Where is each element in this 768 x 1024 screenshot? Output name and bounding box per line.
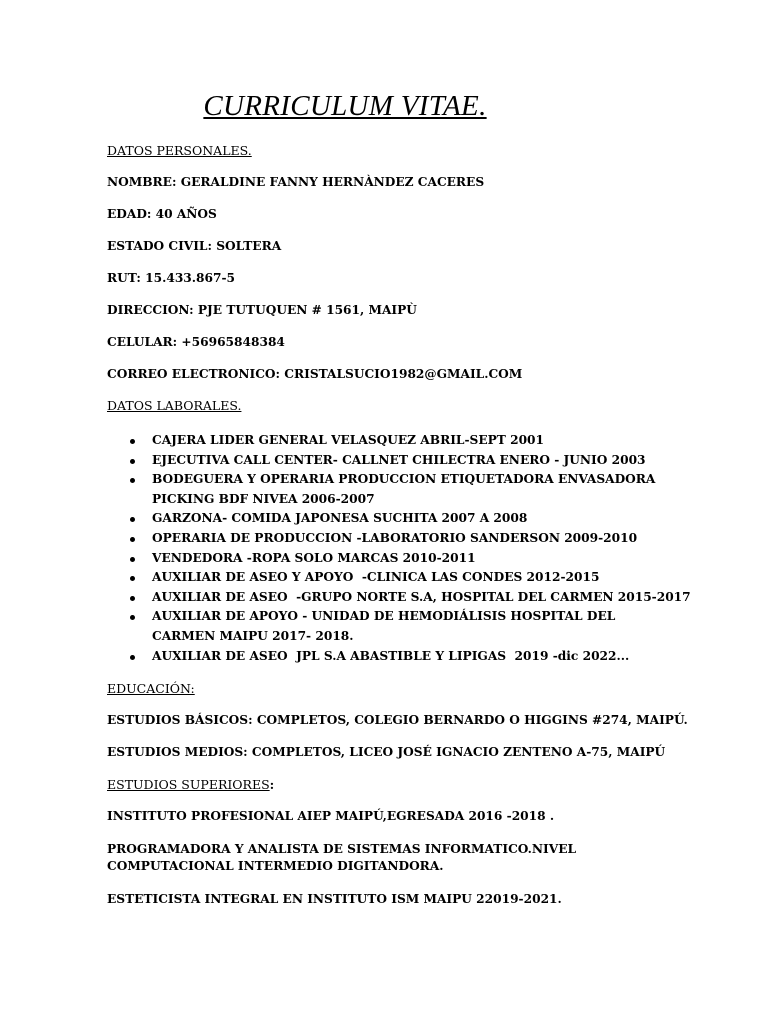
bullet-icon xyxy=(130,576,135,581)
bullet-icon xyxy=(130,478,135,483)
bullet-icon xyxy=(130,517,135,522)
civil-status-line: ESTADO CIVIL: SOLTERA xyxy=(107,239,282,253)
basic-studies-line: ESTUDIOS BÁSICOS: COMPLETOS, COLEGIO BERNARDO O HIGGINS #274, MAIPÚ. xyxy=(107,713,688,727)
bullet-icon xyxy=(130,439,135,444)
list-item: AUXILIAR DE ASEO JPL S.A ABASTIBLE Y LIPIGAS 2019 -dic 2022... xyxy=(130,647,691,667)
age-line: EDAD: 40 AÑOS xyxy=(107,207,217,221)
programmer-line: PROGRAMADORA Y ANALISTA DE SISTEMAS INFORMATICO.NIVEL COMPUTACIONAL INTERMEDIO DIGITANDORA. xyxy=(107,842,577,873)
personal-data-heading: DATOS PERSONALES. xyxy=(107,143,252,158)
phone-line: CELULAR: +56965848384 xyxy=(107,335,285,349)
education-heading: EDUCACIÓN: xyxy=(107,681,195,696)
bullet-icon xyxy=(130,596,135,601)
list-item: EJECUTIVA CALL CENTER- CALLNET CHILECTRA ENERO - JUNIO 2003 xyxy=(130,451,691,471)
list-item: GARZONA- COMIDA JAPONESA SUCHITA 2007 A 2008 xyxy=(130,509,691,529)
bullet-icon xyxy=(130,615,135,620)
institute-line: INSTITUTO PROFESIONAL AIEP MAIPÚ,EGRESADA 2016 -2018 . xyxy=(107,809,555,823)
list-item: AUXILIAR DE ASEO Y APOYO -CLINICA LAS CONDES 2012-2015 xyxy=(130,568,691,588)
email-line: CORREO ELECTRONICO: CRISTALSUCIO1982@GMAIL.COM xyxy=(107,367,523,381)
esthetics-line: ESTETICISTA INTEGRAL EN INSTITUTO ISM MAIPU 22019-2021. xyxy=(107,892,562,906)
superior-studies-heading: ESTUDIOS SUPERIORES: xyxy=(107,777,275,792)
work-list xyxy=(130,431,691,666)
medium-studies-line: ESTUDIOS MEDIOS: COMPLETOS, LICEO JOSÉ IGNACIO ZENTENO A-75, MAIPÚ xyxy=(107,745,666,759)
list-item: VENDEDORA -ROPA SOLO MARCAS 2010-2011 xyxy=(130,549,691,569)
address-line: DIRECCION: PJE TUTUQUEN # 1561, MAIPÙ xyxy=(107,303,417,317)
list-item: AUXILIAR DE ASEO -GRUPO NORTE S.A, HOSPITAL DEL CARMEN 2015-2017 xyxy=(130,588,691,608)
bullet-icon xyxy=(130,655,135,660)
list-item: AUXILIAR DE APOYO - UNIDAD DE HEMODIÁLISIS HOSPITAL DEL CARMEN MAIPU 2017- 2018. xyxy=(130,607,691,646)
list-item: OPERARIA DE PRODUCCION -LABORATORIO SANDERSON 2009-2010 xyxy=(130,529,691,549)
work-data-heading: DATOS LABORALES. xyxy=(107,398,242,413)
bullet-icon xyxy=(130,557,135,562)
bullet-icon xyxy=(130,537,135,542)
list-item: BODEGUERA Y OPERARIA PRODUCCION ETIQUETADORA ENVASADORA PICKING BDF NIVEA 2006-2007 xyxy=(130,470,691,509)
rut-line: RUT: 15.433.867-5 xyxy=(107,271,235,285)
document-title: CURRICULUM VITAE. xyxy=(203,90,487,122)
bullet-icon xyxy=(130,459,135,464)
name-line: NOMBRE: GERALDINE FANNY HERNÀNDEZ CACERES xyxy=(107,175,485,189)
list-item: CAJERA LIDER GENERAL VELASQUEZ ABRIL-SEPT 2001 xyxy=(130,431,691,451)
